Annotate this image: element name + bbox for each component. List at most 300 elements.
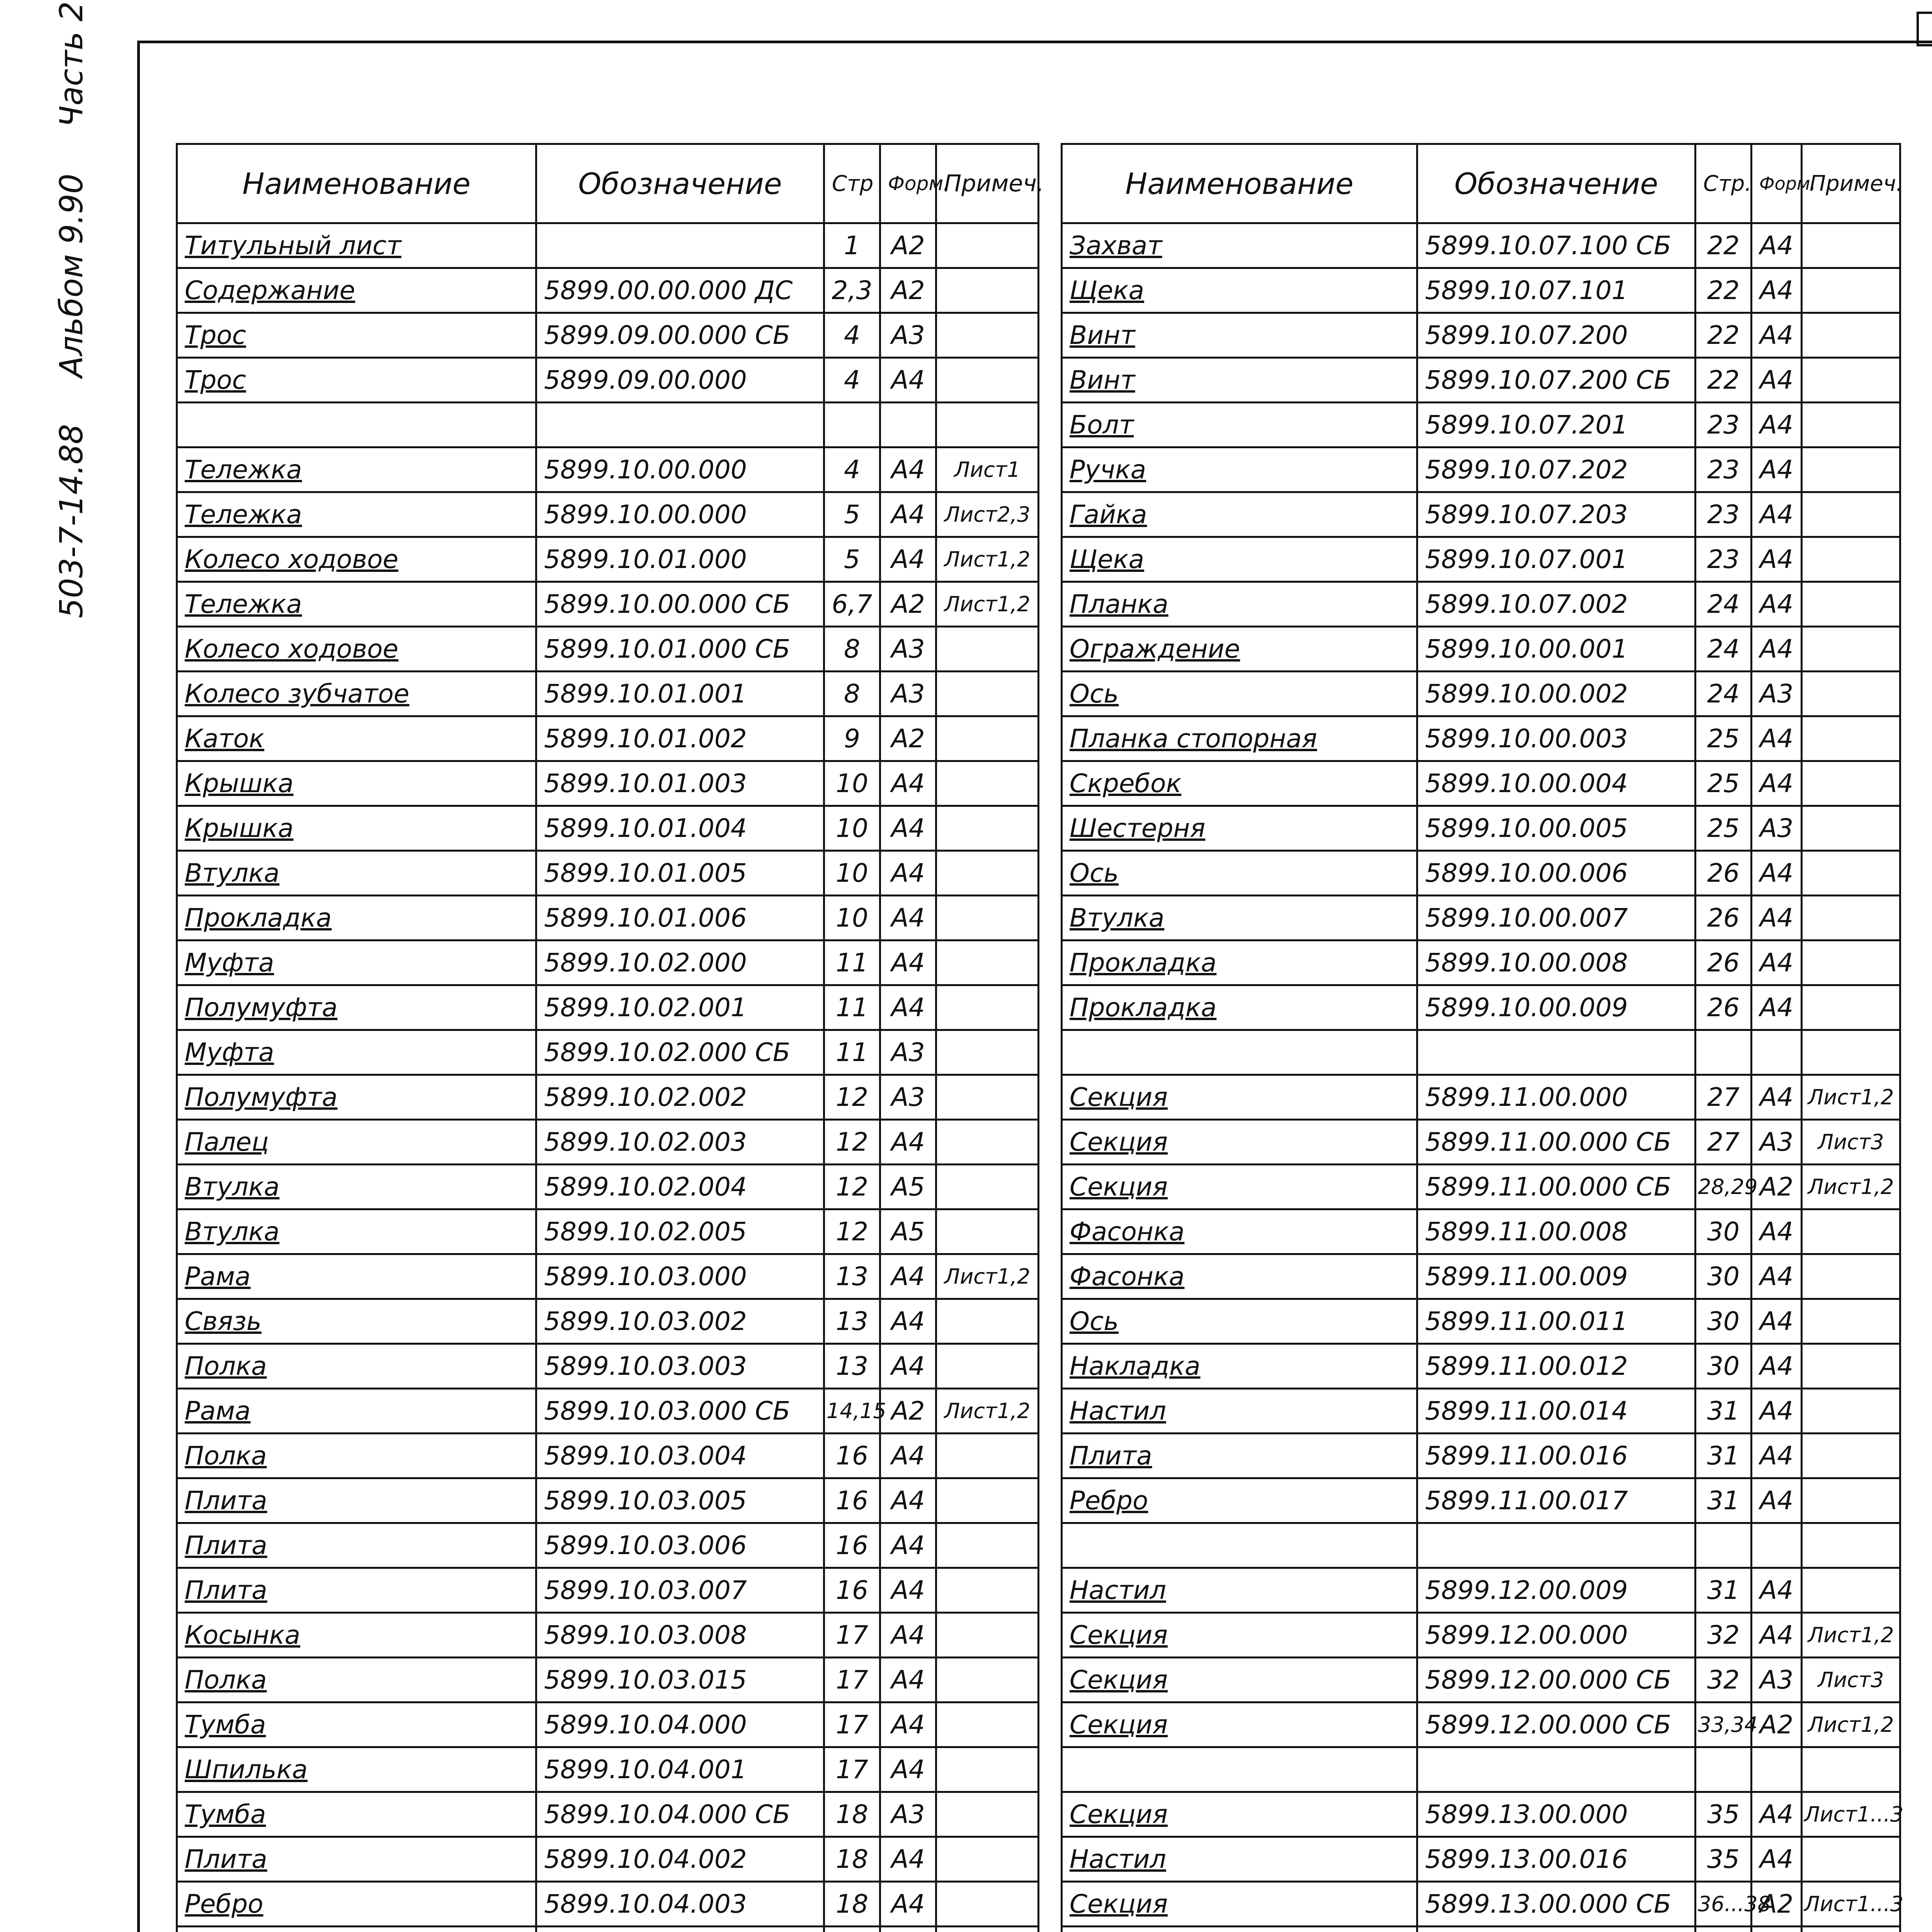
- item-page: 13: [824, 1299, 880, 1344]
- item-code: 5899.11.00.000 СБ: [1417, 1165, 1696, 1209]
- item-note: [936, 223, 1039, 268]
- item-note: [1802, 940, 1900, 985]
- item-code: [536, 403, 824, 447]
- item-page: 12: [824, 1165, 880, 1209]
- item-format: А4: [880, 1299, 936, 1344]
- item-name: Секция: [1062, 1702, 1417, 1747]
- item-page: 2,3: [824, 268, 880, 313]
- item-format: [880, 403, 936, 447]
- item-note: Лист1,2: [1802, 1165, 1900, 1209]
- item-name: Секция: [1062, 1120, 1417, 1165]
- item-note: Лист1: [936, 447, 1039, 492]
- item-format: А4: [880, 851, 936, 896]
- item-format: А4: [1752, 1568, 1802, 1613]
- item-page: 32: [1696, 1658, 1752, 1702]
- item-page: 16: [824, 1478, 880, 1523]
- item-format: А4: [1752, 1613, 1802, 1658]
- item-code: 5899.10.07.101: [1417, 268, 1696, 313]
- item-page: 25: [1696, 806, 1752, 851]
- item-page: 30: [1696, 1344, 1752, 1389]
- item-format: А4: [880, 985, 936, 1030]
- item-format: А4: [1752, 1434, 1802, 1478]
- item-note: Лист1,2: [936, 1389, 1039, 1434]
- item-code: 5899.10.03.006: [536, 1523, 824, 1568]
- item-page: [1696, 1747, 1752, 1792]
- item-note: [1802, 716, 1900, 761]
- item-code: 5899.13.00.000: [1417, 1792, 1696, 1837]
- item-note: [1802, 985, 1900, 1030]
- table-row: [1062, 1299, 1900, 1344]
- item-code: 5899.10.03.000: [536, 1254, 824, 1299]
- item-note: [936, 1209, 1039, 1254]
- table-row: [177, 1389, 1039, 1434]
- item-page: 24: [1696, 627, 1752, 672]
- item-format: А3: [880, 1030, 936, 1075]
- item-name: Прокладка: [177, 896, 536, 940]
- item-code: 5899.12.00.009: [1417, 1568, 1696, 1613]
- item-note: Лист1,2: [1802, 1702, 1900, 1747]
- item-name: Колесо зубчатое: [177, 672, 536, 716]
- item-format: А5: [880, 1165, 936, 1209]
- item-name: Плита: [177, 1568, 536, 1613]
- item-note: [936, 1747, 1039, 1792]
- item-note: [936, 806, 1039, 851]
- item-page: 28,29: [1696, 1165, 1752, 1209]
- item-name: [177, 403, 536, 447]
- table-row: [1062, 1747, 1900, 1792]
- item-name: Трос: [177, 313, 536, 358]
- item-format: А3: [1752, 672, 1802, 716]
- item-name: Плита: [177, 1837, 536, 1882]
- item-format: [880, 1927, 936, 1932]
- item-format: А2: [1752, 1165, 1802, 1209]
- table-row: [1062, 268, 1900, 313]
- item-format: А4: [1752, 403, 1802, 447]
- item-code: 5899.10.02.000: [536, 940, 824, 985]
- item-note: [1802, 223, 1900, 268]
- item-page: 25: [1696, 716, 1752, 761]
- item-name: Накладка: [1062, 1344, 1417, 1389]
- item-note: [936, 985, 1039, 1030]
- item-code: [1417, 1030, 1696, 1075]
- item-note: [936, 1658, 1039, 1702]
- item-page: 26: [1696, 985, 1752, 1030]
- item-note: [936, 1165, 1039, 1209]
- item-code: 5899.10.02.003: [536, 1120, 824, 1165]
- item-note: [1802, 1030, 1900, 1075]
- item-code: 5899.10.07.100 СБ: [1417, 223, 1696, 268]
- item-format: А4: [1752, 358, 1802, 403]
- item-page: 31: [1696, 1389, 1752, 1434]
- item-format: А4: [880, 1702, 936, 1747]
- table-row: [177, 1030, 1039, 1075]
- item-page: 23: [1696, 447, 1752, 492]
- table-row: [1062, 1389, 1900, 1434]
- item-page: 22: [1696, 358, 1752, 403]
- item-name: Прокладка: [1062, 940, 1417, 985]
- table-row: [177, 851, 1039, 896]
- item-name: [177, 1927, 536, 1932]
- item-name: Гайка: [1062, 492, 1417, 537]
- item-name: Настил: [1062, 1389, 1417, 1434]
- item-page: 11: [824, 985, 880, 1030]
- table-row: [177, 223, 1039, 268]
- item-page: 33,34: [1696, 1702, 1752, 1747]
- item-name: Захват: [1062, 223, 1417, 268]
- item-note: [936, 1927, 1039, 1932]
- col-name-header: Наименование: [1062, 144, 1417, 223]
- item-note: [1802, 1254, 1900, 1299]
- contents-table-left: [176, 143, 1044, 1932]
- table-row: [1062, 1658, 1900, 1702]
- table-row: [1062, 1478, 1900, 1523]
- item-page: 11: [824, 940, 880, 985]
- item-name: Втулка: [177, 851, 536, 896]
- item-page: 8: [824, 672, 880, 716]
- item-format: А4: [1752, 940, 1802, 985]
- side-code: [46, 1, 97, 618]
- item-name: Болт: [1062, 403, 1417, 447]
- table-row: [1062, 761, 1900, 806]
- table-row: [177, 447, 1039, 492]
- item-note: [1802, 1209, 1900, 1254]
- item-page: 35: [1696, 1837, 1752, 1882]
- item-note: [936, 1299, 1039, 1344]
- item-note: Лист1,2: [936, 1254, 1039, 1299]
- item-name: Каток: [177, 716, 536, 761]
- sheet-number: [1917, 12, 1932, 46]
- item-code: 5899.10.07.200: [1417, 313, 1696, 358]
- table-row: [1062, 851, 1900, 896]
- table-row: [1062, 1613, 1900, 1658]
- item-note: [1802, 672, 1900, 716]
- item-note: Лист3: [1802, 1658, 1900, 1702]
- item-format: А4: [1752, 1254, 1802, 1299]
- item-code: 5899.10.04.000: [536, 1702, 824, 1747]
- item-code: 5899.10.02.000 СБ: [536, 1030, 824, 1075]
- item-page: 17: [824, 1613, 880, 1658]
- col-name-header: Наименование: [177, 144, 536, 223]
- col-format-header: Форм.: [880, 144, 936, 223]
- item-format: А5: [880, 1209, 936, 1254]
- item-code: 5899.09.00.000 СБ: [536, 313, 824, 358]
- item-name: Рама: [177, 1389, 536, 1434]
- item-note: [936, 627, 1039, 672]
- item-format: А4: [880, 1613, 936, 1658]
- item-code: 5899.10.04.001: [536, 1747, 824, 1792]
- item-code: 5899.10.03.008: [536, 1613, 824, 1658]
- item-note: Лист1,2: [936, 582, 1039, 627]
- item-code: 5899.10.01.002: [536, 716, 824, 761]
- item-code: 5899.10.07.202: [1417, 447, 1696, 492]
- item-name: Плита: [177, 1523, 536, 1568]
- item-format: А2: [880, 582, 936, 627]
- item-name: Тележка: [177, 492, 536, 537]
- item-code: 5899.10.01.000 СБ: [536, 627, 824, 672]
- table-row: [1062, 313, 1900, 358]
- item-name: Скребок: [1062, 761, 1417, 806]
- item-name: [1062, 1523, 1417, 1568]
- item-code: 5899.10.03.002: [536, 1299, 824, 1344]
- item-name: Муфта: [177, 1030, 536, 1075]
- table-row: [1062, 1523, 1900, 1568]
- table-row: [1062, 403, 1900, 447]
- item-name: Рама: [177, 1254, 536, 1299]
- item-format: А3: [880, 1792, 936, 1837]
- table-row: [1062, 1927, 1900, 1932]
- item-page: 16: [824, 1568, 880, 1613]
- table-row: [177, 1837, 1039, 1882]
- item-format: А4: [880, 1254, 936, 1299]
- item-page: 13: [824, 1254, 880, 1299]
- item-code: 5899.10.01.001: [536, 672, 824, 716]
- table-row: [177, 358, 1039, 403]
- item-page: 17: [824, 1658, 880, 1702]
- item-note: [936, 1120, 1039, 1165]
- table-row: [1062, 627, 1900, 672]
- item-note: [936, 1837, 1039, 1882]
- item-format: А3: [880, 627, 936, 672]
- item-page: [824, 1927, 880, 1932]
- item-format: [1752, 1523, 1802, 1568]
- item-code: 5899.10.03.004: [536, 1434, 824, 1478]
- item-code: 5899.10.01.005: [536, 851, 824, 896]
- item-code: 5899.10.00.001: [1417, 627, 1696, 672]
- item-code: 5899.09.00.000: [536, 358, 824, 403]
- item-format: А4: [880, 1837, 936, 1882]
- item-code: 5899.10.00.000: [536, 492, 824, 537]
- item-code: [1417, 1747, 1696, 1792]
- item-code: 5899.10.00.006: [1417, 851, 1696, 896]
- item-page: 22: [1696, 268, 1752, 313]
- item-format: А4: [1752, 761, 1802, 806]
- item-page: [824, 403, 880, 447]
- item-code: 5899.10.02.002: [536, 1075, 824, 1120]
- item-format: А4: [1752, 1075, 1802, 1120]
- item-code: 5899.10.04.003: [536, 1882, 824, 1927]
- item-code: 5899.10.01.003: [536, 761, 824, 806]
- table-row: [1062, 985, 1900, 1030]
- item-page: 4: [824, 358, 880, 403]
- item-format: А4: [880, 1344, 936, 1389]
- table-row: [177, 1478, 1039, 1523]
- item-code: 5899.10.01.000: [536, 537, 824, 582]
- item-note: [936, 1030, 1039, 1075]
- table-row: [1062, 806, 1900, 851]
- item-format: А2: [1752, 1702, 1802, 1747]
- table-row: [1062, 940, 1900, 985]
- item-note: [1802, 1299, 1900, 1344]
- item-name: Тумба: [177, 1792, 536, 1837]
- table-row: [1062, 1209, 1900, 1254]
- item-format: А4: [880, 358, 936, 403]
- item-code: [536, 223, 824, 268]
- item-code: 5899.12.00.000 СБ: [1417, 1658, 1696, 1702]
- item-note: [936, 716, 1039, 761]
- item-code: 5899.11.00.014: [1417, 1389, 1696, 1434]
- item-code: 5899.10.04.002: [536, 1837, 824, 1882]
- item-page: 24: [1696, 672, 1752, 716]
- item-name: Втулка: [1062, 896, 1417, 940]
- item-note: [1802, 1389, 1900, 1434]
- item-note: [1802, 806, 1900, 851]
- table-row: [1062, 1792, 1900, 1837]
- item-code: 5899.10.04.000 СБ: [536, 1792, 824, 1837]
- item-format: А3: [880, 313, 936, 358]
- item-format: А4: [1752, 627, 1802, 672]
- item-format: А4: [1752, 1792, 1802, 1837]
- item-name: Фасонка: [1062, 1209, 1417, 1254]
- item-format: А4: [880, 1120, 936, 1165]
- item-name: Ребро: [177, 1882, 536, 1927]
- item-format: А4: [1752, 268, 1802, 313]
- item-name: Секция: [1062, 1882, 1417, 1927]
- item-format: А4: [1752, 582, 1802, 627]
- item-name: Плита: [177, 1478, 536, 1523]
- item-code: 5899.13.00.016: [1417, 1837, 1696, 1882]
- item-name: Палец: [177, 1120, 536, 1165]
- table-row: [177, 940, 1039, 985]
- item-note: [936, 1702, 1039, 1747]
- item-note: Лист1...3: [1802, 1882, 1900, 1927]
- item-code: 5899.11.00.017: [1417, 1478, 1696, 1523]
- table-row: [177, 1792, 1039, 1837]
- item-format: А4: [880, 761, 936, 806]
- item-code: 5899.11.00.011: [1417, 1299, 1696, 1344]
- item-note: [936, 896, 1039, 940]
- item-name: [1062, 1927, 1417, 1932]
- item-code: 5899.10.03.005: [536, 1478, 824, 1523]
- item-code: [1417, 1927, 1696, 1932]
- item-note: [936, 761, 1039, 806]
- item-format: А2: [1752, 1882, 1802, 1927]
- item-note: [936, 672, 1039, 716]
- item-page: 22: [1696, 223, 1752, 268]
- item-note: [1802, 313, 1900, 358]
- item-name: Плита: [1062, 1434, 1417, 1478]
- item-name: [1062, 1747, 1417, 1792]
- item-format: [1752, 1927, 1802, 1932]
- item-page: 11: [824, 1030, 880, 1075]
- table-row: [177, 1344, 1039, 1389]
- item-name: Тележка: [177, 447, 536, 492]
- table-row: [1062, 1165, 1900, 1209]
- item-format: А4: [1752, 716, 1802, 761]
- item-name: Щека: [1062, 537, 1417, 582]
- item-format: [1752, 1747, 1802, 1792]
- item-page: 5: [824, 492, 880, 537]
- item-page: 18: [824, 1882, 880, 1927]
- item-format: А4: [1752, 985, 1802, 1030]
- item-format: А4: [880, 1523, 936, 1568]
- item-format: А4: [880, 537, 936, 582]
- item-code: 5899.10.00.007: [1417, 896, 1696, 940]
- contents-table-right: [1061, 143, 1904, 1932]
- item-format: А4: [880, 492, 936, 537]
- table-row: [1062, 537, 1900, 582]
- item-format: А4: [1752, 851, 1802, 896]
- album-label: Альбом 9.90: [53, 173, 90, 378]
- item-page: 22: [1696, 313, 1752, 358]
- item-format: А4: [1752, 1478, 1802, 1523]
- item-note: [1802, 761, 1900, 806]
- item-code: 5899.11.00.000: [1417, 1075, 1696, 1120]
- table-row: [1062, 1120, 1900, 1165]
- item-code: 5899.10.03.000 СБ: [536, 1389, 824, 1434]
- series-number: 503-7-14.88: [53, 424, 90, 618]
- item-code: 5899.11.00.016: [1417, 1434, 1696, 1478]
- item-page: 30: [1696, 1254, 1752, 1299]
- item-format: А4: [880, 447, 936, 492]
- item-note: Лист3: [1802, 1120, 1900, 1165]
- item-name: Тумба: [177, 1702, 536, 1747]
- item-format: А4: [880, 1478, 936, 1523]
- item-name: Полумуфта: [177, 985, 536, 1030]
- item-page: 26: [1696, 940, 1752, 985]
- col-page-header: Стр.: [1696, 144, 1752, 223]
- table-row: [177, 1568, 1039, 1613]
- item-code: 5899.10.02.001: [536, 985, 824, 1030]
- item-note: [936, 1075, 1039, 1120]
- item-note: [1802, 447, 1900, 492]
- item-name: Фасонка: [1062, 1254, 1417, 1299]
- item-note: [936, 851, 1039, 896]
- table-row: [177, 313, 1039, 358]
- item-page: 31: [1696, 1568, 1752, 1613]
- table-row: [177, 1254, 1039, 1299]
- table-row: [1062, 672, 1900, 716]
- item-code: 5899.10.00.005: [1417, 806, 1696, 851]
- table-row: [1062, 492, 1900, 537]
- item-page: 12: [824, 1075, 880, 1120]
- item-format: А4: [880, 1568, 936, 1613]
- item-page: 4: [824, 447, 880, 492]
- item-code: 5899.11.00.008: [1417, 1209, 1696, 1254]
- item-note: [936, 268, 1039, 313]
- item-code: 5899.00.00.000 ДС: [536, 268, 824, 313]
- item-note: [1802, 851, 1900, 896]
- table-row: [177, 985, 1039, 1030]
- item-page: 31: [1696, 1434, 1752, 1478]
- table-row: [177, 1165, 1039, 1209]
- table-row: [177, 1434, 1039, 1478]
- item-name: Полка: [177, 1344, 536, 1389]
- item-format: А4: [1752, 313, 1802, 358]
- item-note: [936, 313, 1039, 358]
- item-code: 5899.11.00.009: [1417, 1254, 1696, 1299]
- item-format: А2: [880, 223, 936, 268]
- table-row: [177, 582, 1039, 627]
- item-code: 5899.10.07.200 СБ: [1417, 358, 1696, 403]
- table-row: [177, 896, 1039, 940]
- item-format: А4: [1752, 1209, 1802, 1254]
- item-page: 10: [824, 761, 880, 806]
- item-name: Винт: [1062, 358, 1417, 403]
- item-name: Полка: [177, 1658, 536, 1702]
- item-note: [1802, 1434, 1900, 1478]
- table-row: [177, 761, 1039, 806]
- item-name: Трос: [177, 358, 536, 403]
- item-page: 10: [824, 851, 880, 896]
- item-note: [936, 1478, 1039, 1523]
- item-note: [936, 1434, 1039, 1478]
- item-code: 5899.10.00.004: [1417, 761, 1696, 806]
- item-page: 10: [824, 806, 880, 851]
- item-name: Шестерня: [1062, 806, 1417, 851]
- item-page: 24: [1696, 582, 1752, 627]
- item-page: 26: [1696, 896, 1752, 940]
- item-name: Связь: [177, 1299, 536, 1344]
